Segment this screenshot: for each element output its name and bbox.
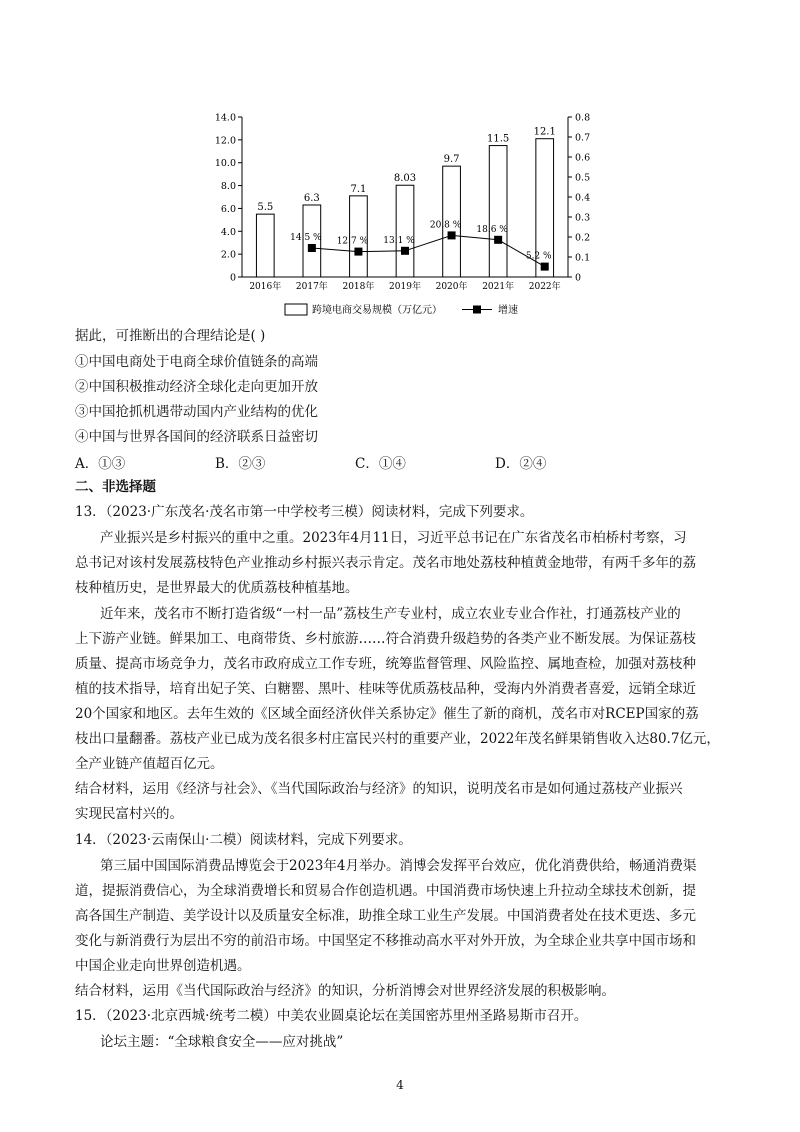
- x-tick-label: 2022年: [528, 282, 561, 292]
- q12-item-1: ①中国电商处于电商全球价值链条的高端: [75, 354, 318, 370]
- q14-p1-line: 第三届中国国际消费品博览会于2023年4月举办。消博会发挥平台效应，优化消费供给，畅通消费渠: [100, 858, 697, 874]
- bar: [256, 214, 274, 277]
- x-tick-label: 2021年: [482, 282, 515, 292]
- bar-label: 6.3: [303, 193, 320, 204]
- q15-head: 15．（2023·北京西城·统考二模）中美农业圆桌论坛在美国密苏里州圣路易斯市召开。: [75, 1008, 588, 1024]
- q12-option-a: A．①③: [75, 456, 126, 472]
- right-tick-label: 0.8: [575, 112, 591, 124]
- bar-label: 7.1: [350, 183, 367, 195]
- legend-bar-swatch: [285, 304, 307, 315]
- q12-item-4: ④中国与世界各国间的经济联系日益密切: [75, 429, 318, 445]
- section-heading: 二、非选择题: [75, 479, 156, 495]
- legend-line-label: 增速: [498, 305, 518, 316]
- right-tick-label: 0.2: [575, 232, 591, 244]
- q12-stem: 据此，可推断出的合理结论是( ): [75, 328, 266, 344]
- growth-label: 14.5 %: [290, 233, 322, 243]
- q13-p1-line: 产业振兴是乡村振兴的重中之重。2023年4月11日，习近平总书记在广东省茂名市柏桥村考察，习: [100, 530, 687, 546]
- trade-chart: [200, 100, 600, 325]
- growth-label: 5.2 %: [525, 251, 552, 262]
- growth-point: [401, 247, 409, 255]
- q14-p1-line: 道，提振消费信心，为全球消费增长和贸易合作创造机遇。中国消费市场快速上升拉动全球技术创新，提: [75, 883, 696, 899]
- bar-label: 5.5: [257, 202, 274, 214]
- left-tick-label: 0: [229, 272, 236, 284]
- q14-p1-line: 变化与新消费行为层出不穷的前沿市场。中国坚定不移推动高水平对外开放，为全球企业共享中国市场和: [75, 933, 696, 949]
- bar-label: 9.7: [443, 154, 460, 166]
- bar-label: 12.1: [533, 126, 556, 138]
- left-tick-label: 6.0: [220, 203, 236, 215]
- left-tick-label: 12.0: [214, 135, 236, 147]
- bar-label: 8.03: [393, 173, 417, 185]
- left-tick-label: 2.0: [220, 249, 236, 261]
- q13-ask-line: 实现民富村兴的。: [75, 806, 183, 822]
- x-tick-label: 2018年: [342, 282, 375, 292]
- x-tick-label: 2016年: [249, 282, 282, 292]
- x-tick-label: 2017年: [295, 282, 328, 292]
- right-tick-label: 0: [575, 272, 582, 284]
- left-tick-label: 4.0: [220, 226, 236, 238]
- growth-label: 12.7 %: [336, 236, 369, 247]
- left-tick-label: 14.0: [214, 112, 236, 124]
- left-tick-label: 8.0: [220, 181, 236, 193]
- q13-p1-line: 总书记对该村发展荔枝特色产业推动乡村振兴表示肯定。茂名市地处荔枝种植黄金地带，有两千多年的荔: [75, 555, 696, 571]
- growth-point: [494, 236, 502, 244]
- x-tick-label: 2020年: [435, 282, 468, 292]
- q13-p1-line: 枝种植历史，是世界最大的优质荔枝种植基地。: [75, 580, 359, 596]
- growth-label: 13.1 %: [383, 235, 415, 246]
- q13-p2-line: 20个国家和地区。去年生效的《区域全面经济伙伴关系协定》催生了新的商机，茂名市对RCEP国家的荔: [75, 706, 699, 722]
- growth-point: [541, 263, 549, 271]
- q14-head: 14．（2023·云南保山·二模）阅读材料，完成下列要求。: [75, 832, 412, 848]
- q13-p2-line: 全产业链产值超百亿元。: [75, 756, 224, 772]
- q15-theme: 论坛主题：“全球粮食安全——应对挑战”: [100, 1034, 344, 1050]
- q13-p2-line: 上下游产业链。鲜果加工、电商带货、乡村旅游……符合消费升级趋势的各类产业不断发展。为保证荔枝: [75, 631, 696, 647]
- q13-p2-line: 枝出口量翻番。荔枝产业已成为茂名很多村庄富民兴村的重要产业，2022年茂名鲜果销售收入达80.7亿元，: [75, 731, 720, 747]
- q14-p1-line: 高各国生产制造、美学设计以及质量安全标准，助推全球工业生产发展。中国消费者处在技术更迭、多元: [75, 908, 696, 924]
- growth-label: 18.6 %: [476, 224, 508, 235]
- legend-bar-label: 跨境电商交易规模（万亿元）: [312, 305, 442, 316]
- q13-p2-line: 质量、提高市场竞争力，茂名市政府成立工作专班，统筹监督管理、风险监控、属地查检，加强对荔枝种: [75, 656, 696, 672]
- right-tick-label: 0.5: [575, 172, 591, 184]
- growth-point: [448, 231, 456, 239]
- left-tick-label: 10.0: [214, 158, 236, 170]
- q13-head: 13．（2023·广东茂名·茂名市第一中学校考三模）阅读材料，完成下列要求。: [75, 504, 534, 520]
- q14-p1-line: 中国企业走向世界创造机遇。: [75, 958, 251, 974]
- q12-item-2: ②中国积极推动经济全球化走向更加开放: [75, 379, 318, 395]
- q12-option-d: D．②④: [495, 456, 547, 472]
- page-number: 4: [396, 1078, 404, 1092]
- right-tick-label: 0.7: [575, 132, 591, 144]
- legend-line-marker: [473, 306, 481, 314]
- q12-option-c: C．①④: [355, 456, 406, 472]
- bar: [396, 185, 414, 277]
- q13-p2-line: 植的技术指导，培育出妃子笑、白糖罂、黑叶、桂味等优质荔枝品种，受海内外消费者喜爱，远销全球近: [75, 681, 696, 697]
- bar-label: 11.5: [487, 133, 510, 145]
- right-tick-label: 0.3: [575, 212, 591, 224]
- x-tick-label: 2019年: [389, 282, 421, 292]
- q12-item-3: ③中国抢抓机遇带动国内产业结构的优化: [75, 404, 318, 420]
- bar: [489, 146, 507, 277]
- q13-ask-line: 结合材料，运用《经济与社会》、《当代国际政治与经济》的知识，说明茂名市是如何通过荔枝产业振兴: [75, 781, 683, 797]
- q12-option-b: B．②③: [215, 456, 266, 472]
- growth-point: [354, 248, 362, 256]
- q13-p2-line: 近年来，茂名市不断打造省级“一村一品”荔枝生产专业村，成立农业专业合作社，打通荔枝产业的: [100, 606, 681, 622]
- right-tick-label: 0.1: [575, 252, 591, 264]
- q14-ask: 结合材料，运用《当代国际政治与经济》的知识，分析消博会对世界经济发展的积极影响。: [75, 983, 615, 999]
- growth-point: [308, 244, 316, 252]
- right-tick-label: 0.4: [575, 192, 591, 204]
- growth-label: 20.8 %: [429, 220, 462, 231]
- right-tick-label: 0.6: [575, 152, 591, 164]
